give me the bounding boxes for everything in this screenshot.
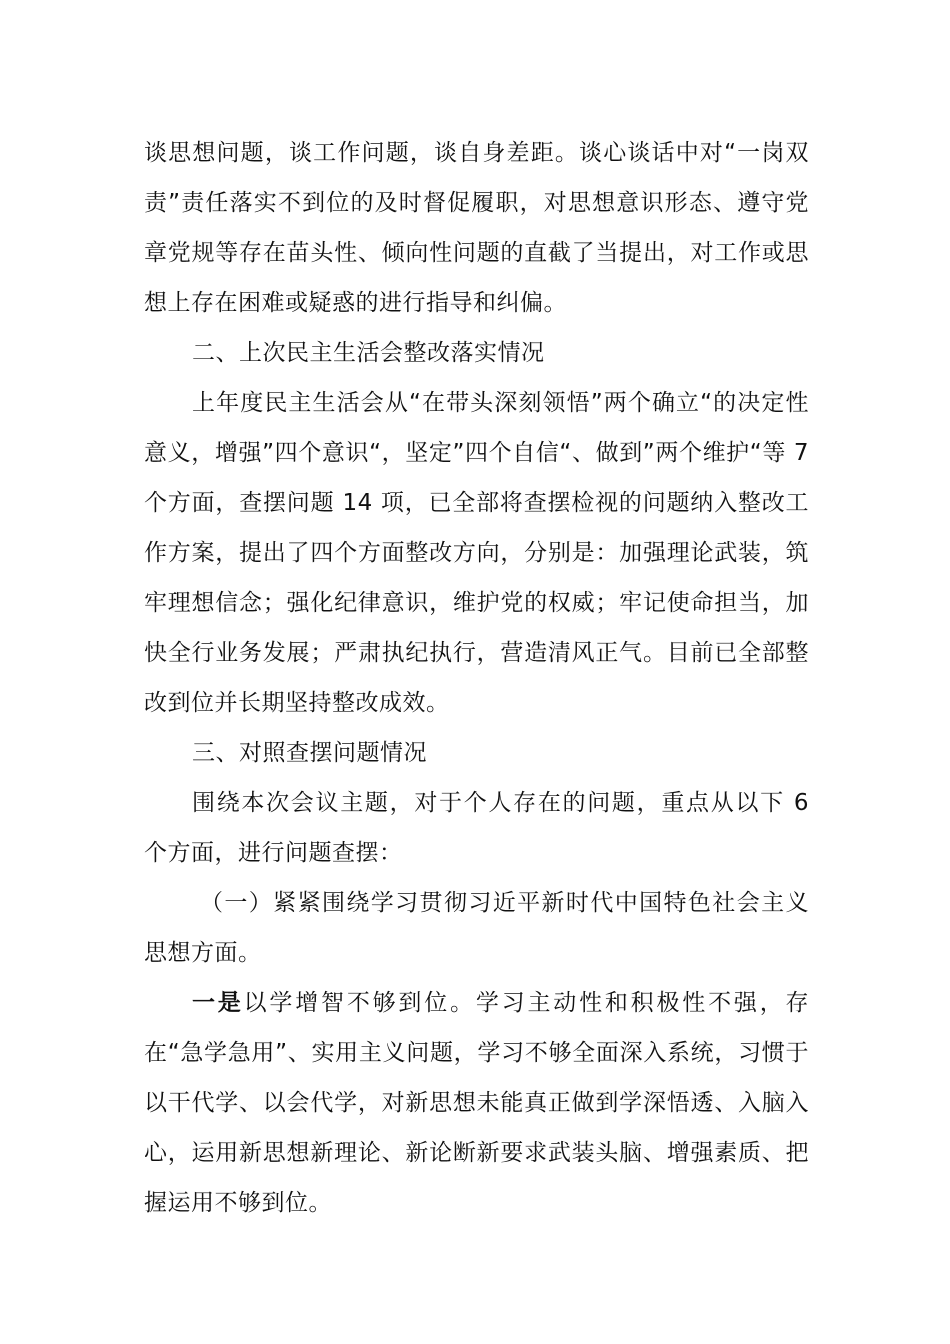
paragraph-rectification: 上年度民主生活会从“在带头深刻领悟”两个确立“的决定性意义，增强”四个意识“，坚定”四个自信“、做到”两个维护“等 7 个方面，查摆问题 14 项，已全部将查摆检视的问题纳入整改工作方案，提出了四个方面整改方向，分别是：加强理论武装，筑牢理想信念；强化纪律意识，维护党的权威；牢记使命担当，加快全行业务发展；严肃执纪执行，营造清风正气。目前已全部整改到位并长期坚持整改成效。 (144, 390, 809, 716)
subheading-1: （一）紧紧围绕学习贯彻习近平新时代中国特色社会主义思想方面。 (144, 890, 809, 966)
section-heading-2: 二、上次民主生活会整改落实情况 (192, 340, 545, 366)
point-1-lead: 一是 (192, 990, 244, 1016)
paragraph-point-1 (144, 978, 809, 1228)
point-1-body: 以学增智不够到位。学习主动性和积极性不强，存在“急学急用”、实用主义问题，学习不够全面深入系统，习惯于以干代学、以会代学，对新思想未能真正做到学深悟透、入脑入心，运用新思想新理论、新论断新要求武装头脑、增强素质、把握运用不够到位。 (144, 990, 810, 1216)
section-heading-3: 三、对照查摆问题情况 (192, 740, 427, 766)
paragraph-continuation: 谈思想问题，谈工作问题，谈自身差距。谈心谈话中对“一岗双责”责任落实不到位的及时督促履职，对思想意识形态、遵守党章党规等存在苗头性、倾向性问题的直截了当提出，对工作或思想上存在困难或疑惑的进行指导和纠偏。 (144, 140, 809, 316)
document-body (144, 128, 809, 1228)
paragraph-intro: 围绕本次会议主题，对于个人存在的问题，重点从以下 6 个方面，进行问题查摆： (144, 790, 809, 866)
